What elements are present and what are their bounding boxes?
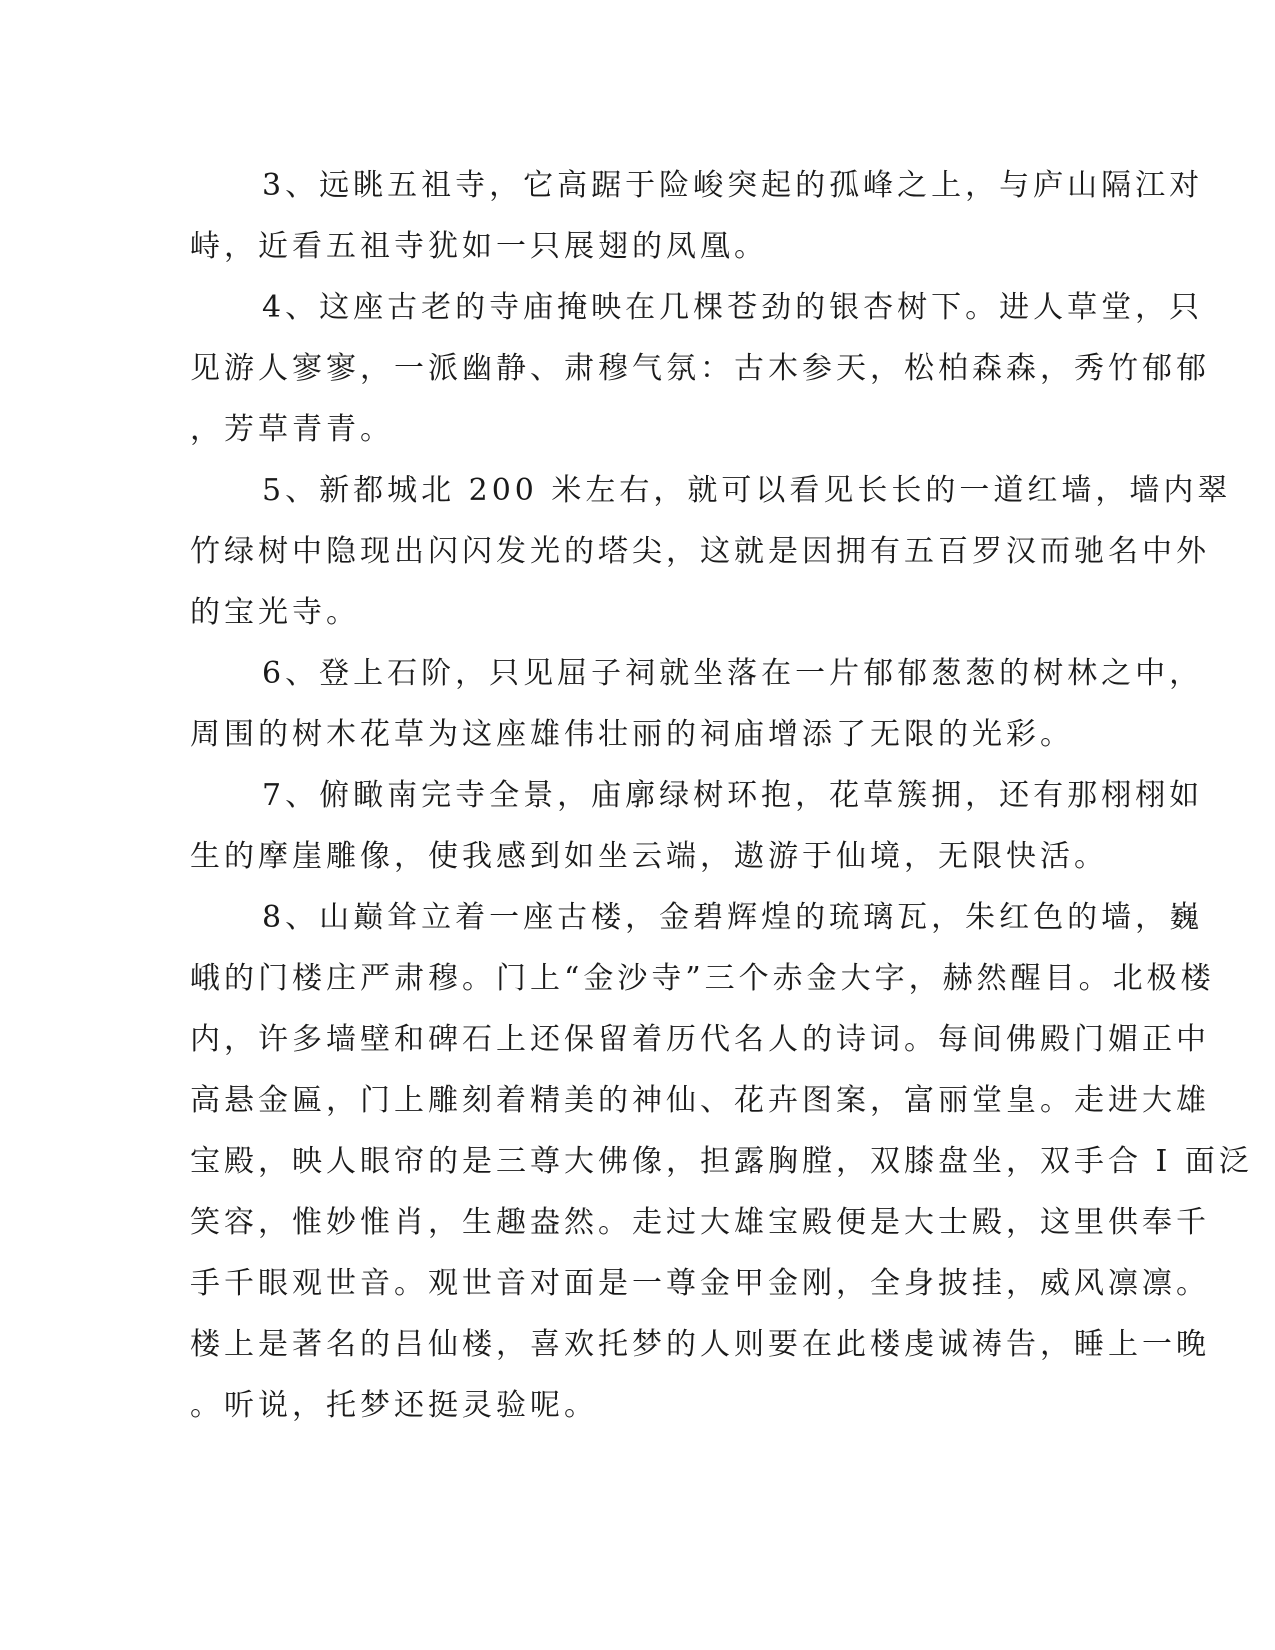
text-line: 周围的树木花草为这座雄伟壮丽的祠庙增添了无限的光彩。 (190, 717, 1074, 752)
text-line: 手千眼观世音。观世音对面是一尊金甲金刚，全身披挂，威风凛凛。 (190, 1266, 1210, 1301)
text-line: 楼上是著名的吕仙楼，喜欢托梦的人则要在此楼虔诚祷告，睡上一晚 (190, 1327, 1210, 1362)
text-line: 生的摩崖雕像，使我感到如坐云端，遨游于仙境，无限快活。 (190, 839, 1108, 874)
text-line: 竹绿树中隐现出闪闪发光的塔尖，这就是因拥有五百罗汉而驰名中外 (190, 534, 1210, 569)
text-line: 笑容，惟妙惟肖，生趣盎然。走过大雄宝殿便是大士殿，这里供奉千 (190, 1205, 1210, 1240)
text-line: ，芳草青青。 (190, 412, 394, 447)
text-line: 5、新都城北 200 米左右，就可以看见长长的一道红墙，墙内翠 (262, 473, 1232, 508)
text-line: 高悬金匾，门上雕刻着精美的神仙、花卉图案，富丽堂皇。走进大雄 (190, 1083, 1210, 1118)
text-line: 的宝光寺。 (190, 595, 360, 630)
text-line: 内，许多墙壁和碑石上还保留着历代名人的诗词。每间佛殿门媚正中 (190, 1022, 1210, 1057)
text-line: 3、远眺五祖寺，它高踞于险峻突起的孤峰之上，与庐山隔江对 (262, 168, 1204, 203)
text-line: 宝殿，映人眼帘的是三尊大佛像，担露胸膛，双膝盘坐，双手合 I 面泛 (190, 1144, 1253, 1179)
text-line: 峨的门楼庄严肃穆。门上“金沙寺”三个赤金大字，赫然醒目。北极楼 (190, 961, 1215, 996)
text-line: 7、俯瞰南完寺全景，庙廓绿树环抱，花草簇拥，还有那栩栩如 (262, 778, 1204, 813)
text-line: 6、登上石阶，只见屈子祠就坐落在一片郁郁葱葱的树林之中， (262, 656, 1204, 691)
text-line: 8、山巅耸立着一座古楼，金碧辉煌的琉璃瓦，朱红色的墙，巍 (262, 900, 1204, 935)
text-line: 峙，近看五祖寺犹如一只展翅的凤凰。 (190, 229, 768, 264)
text-line: 4、这座古老的寺庙掩映在几棵苍劲的银杏树下。进人草堂，只 (262, 290, 1204, 325)
document-body (190, 155, 1253, 1436)
text-line: 见游人寥寥，一派幽静、肃穆气氛：古木参天，松柏森森，秀竹郁郁 (190, 351, 1210, 386)
text-line: 。听说，托梦还挺灵验呢。 (190, 1388, 598, 1423)
